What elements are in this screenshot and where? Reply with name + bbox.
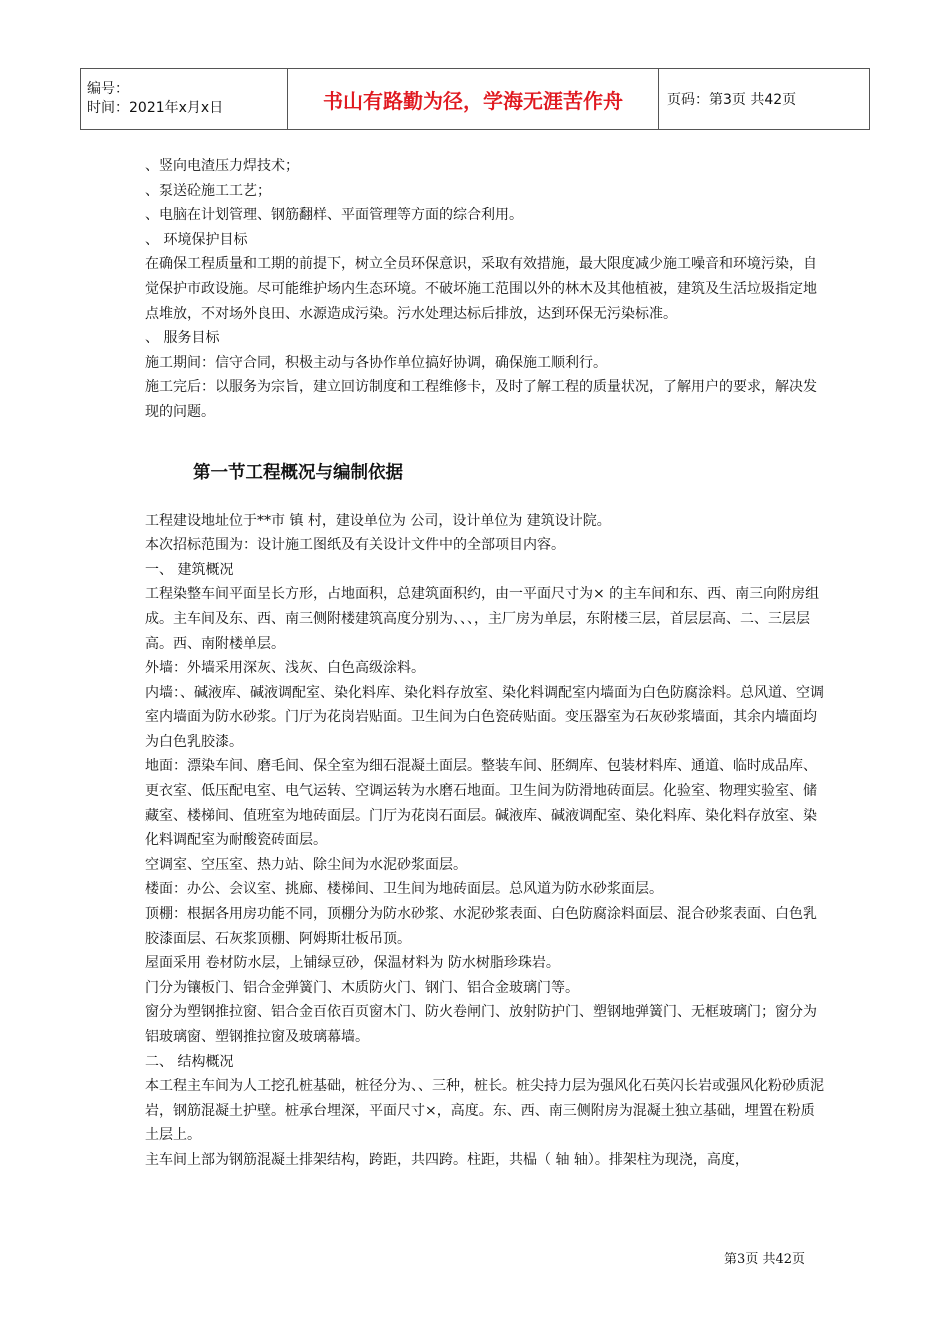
paragraph: 内墙：、碱液库、碱液调配室、染化料库、染化料存放室、染化料调配室内墙面为白色防腐涂料。总风道、空调室内墙面为防水砂浆。门厅为花岗岩贴面。卫生间为白色瓷砖贴面。变压器室为石灰砂浆墙面，其余内墙面均为白色乳胶漆。 <box>145 684 824 750</box>
document-body <box>145 154 825 1173</box>
paragraph: 本次招标范围为：设计施工图纸及有关设计文件中的全部项目内容。 <box>145 537 565 554</box>
paragraph: 二、 结构概况 <box>145 1053 234 1070</box>
paragraph: 、泵送砼施工工艺； <box>145 182 271 199</box>
paragraph: 顶棚：根据各用房功能不同，顶棚分为防水砂浆、水泥砂浆表面、白色防腐涂料面层、混合砂浆表面、白色乳胶漆面层、石灰浆顶棚、阿姆斯壮板吊顶。 <box>145 906 817 947</box>
section-title: 第一节工程概况与编制依据 <box>193 462 403 483</box>
paragraph: 一、 建筑概况 <box>145 561 234 578</box>
header-motto: 书山有路勤为径，学海无涯苦作舟 <box>288 69 659 130</box>
paragraph: 地面：漂染车间、磨毛间、保全室为细石混凝土面层。整装车间、胚绸库、包装材料库、通道、临时成品库、更衣室、低压配电室、电气运转、空调运转为水磨石地面。卫生间为防滑地砖面层。化验室、物理实验室、储藏室、楼梯间、值班室为地砖面层。门厅为花岗石面层。碱液库、碱液调配室、染化料库、染化料存放室、染化料调配室为耐酸瓷砖面层。 <box>145 758 817 849</box>
page-header <box>80 68 870 130</box>
page-footer: 第3页 共42页 <box>724 1252 805 1267</box>
paragraph: 主车间上部为钢筋混凝土排架结构，跨距，共四跨。柱距，共榀（ 轴 轴）。排架柱为现浇，高度， <box>145 1151 749 1168</box>
paragraph: 空调室、空压室、热力站、除尘间为水泥砂浆面层。 <box>145 856 467 873</box>
document-number: 编号： <box>87 81 129 97</box>
paragraph: 门分为镶板门、铝合金弹簧门、木质防火门、钢门、铝合金玻璃门等。 <box>145 979 579 996</box>
paragraph: 、 服务目标 <box>145 330 220 347</box>
paragraph: 工程染整车间平面呈长方形，占地面积，总建筑面积约，由一平面尺寸为× 的主车间和东、西、南三向附房组成。主车间及东、西、南三侧附楼建筑高度分别为、、、，主厂房为单层，东附楼三层，首层层高、二、三层层高。西、南附楼单层。 <box>145 586 820 652</box>
paragraph: 、电脑在计划管理、钢筋翻样、平面管理等方面的综合利用。 <box>145 207 523 224</box>
paragraph: 施工期间：信守合同，积极主动与各协作单位搞好协调，确保施工顺利行。 <box>145 354 607 371</box>
paragraph: 工程建设地址位于**市 镇 村，建设单位为 公司，设计单位为 建筑设计院。 <box>145 512 611 529</box>
paragraph: 窗分为塑钢推拉窗、铝合金百依百页窗木门、防火卷闸门、放射防护门、塑钢地弹簧门、无框玻璃门；窗分为铝玻璃窗、塑钢推拉窗及玻璃幕墙。 <box>145 1004 817 1045</box>
header-meta <box>81 69 288 130</box>
paragraph: 、 环境保护目标 <box>145 231 248 248</box>
paragraph: 楼面：办公、会议室、挑廊、楼梯间、卫生间为地砖面层。总风道为防水砂浆面层。 <box>145 881 663 898</box>
paragraph: 本工程主车间为人工挖孔桩基础，桩径分为、、三种，桩长。桩尖持力层为强风化石英闪长岩或强风化粉砂质泥岩，钢筋混凝土护壁。桩承台埋深，平面尺寸×，高度。东、西、南三侧附房为混凝土独立基础，埋置在粉质土层上。 <box>145 1078 824 1144</box>
paragraph: 在确保工程质量和工期的前提下，树立全员环保意识，采取有效措施，最大限度减少施工噪音和环境污染，自觉保护市政设施。尽可能维护场内生态环境。不破坏施工范围以外的林木及其他植被，建筑及生活垃圾指定地点堆放，不对场外良田、水源造成污染。污水处理达标后排放，达到环保无污染标准。 <box>145 256 817 322</box>
paragraph: 屋面采用 卷材防水层，上铺绿豆砂，保温材料为 防水树脂珍珠岩。 <box>145 955 560 972</box>
document-time: 时间：2021年x月x日 <box>87 100 224 116</box>
paragraph: 施工完后：以服务为宗旨，建立回访制度和工程维修卡，及时了解工程的质量状况，了解用户的要求，解决发现的问题。 <box>145 379 817 420</box>
header-page-number: 页码：第3页 共42页 <box>659 69 870 130</box>
paragraph: 外墙：外墙采用深灰、浅灰、白色高级涂料。 <box>145 660 425 677</box>
paragraph: 、竖向电渣压力焊技术； <box>145 158 299 174</box>
